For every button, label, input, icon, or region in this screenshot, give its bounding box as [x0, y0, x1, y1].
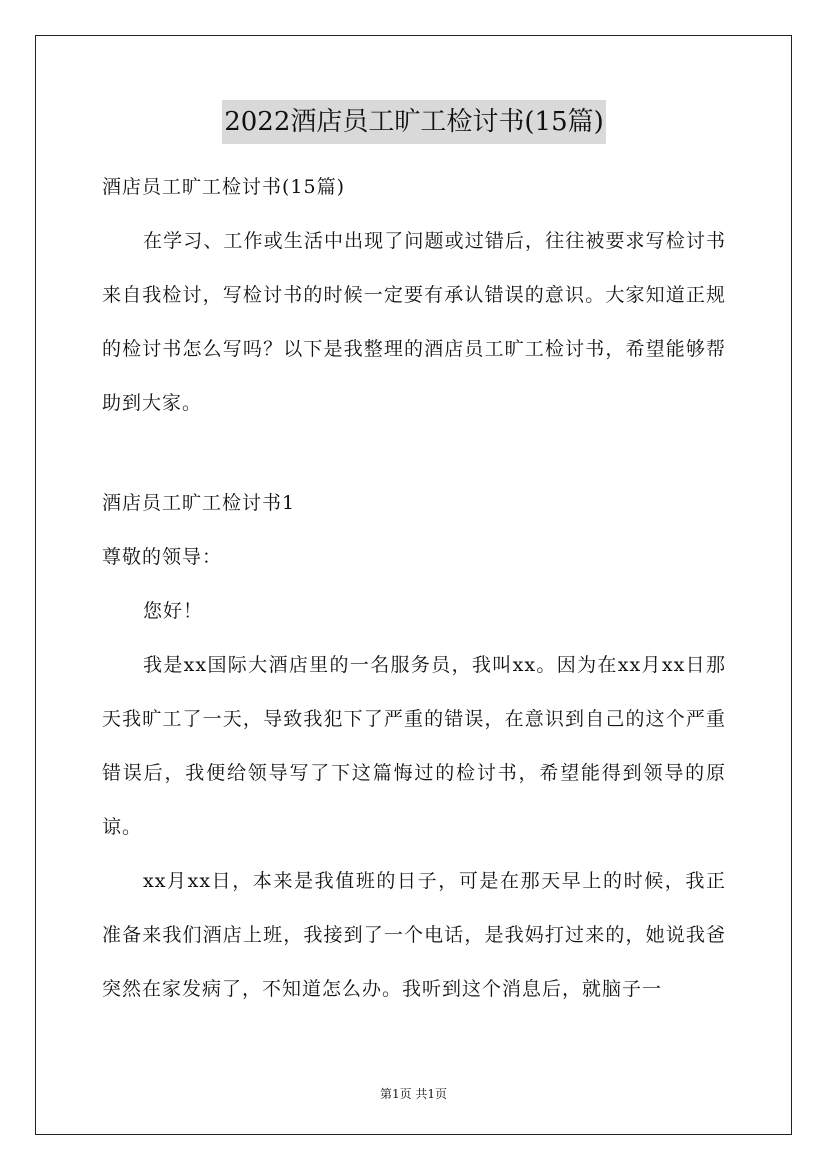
- greeting: 您好！: [143, 600, 204, 622]
- page-footer: 第1页 共1页: [379, 1087, 448, 1101]
- section-heading: 酒店员工旷工检讨书1: [102, 492, 296, 514]
- section-gap: [102, 430, 726, 476]
- salutation: 尊敬的领导：: [102, 546, 223, 568]
- body-paragraph-2: xx月xx日，本来是我值班的日子，可是在那天早上的时候，我正准备来我们酒店上班，我接到了一个电话，是我妈打过来的，她说我爸突然在家发病了，不知道怎么办。我听到这个消息后，就脑子一: [102, 870, 726, 1000]
- document-subtitle: 酒店员工旷工检讨书(15篇): [102, 176, 346, 198]
- title-container: [102, 100, 726, 144]
- document-title: 2022酒店员工旷工检讨书(15篇): [222, 100, 606, 144]
- body-paragraph-1: 我是xx国际大酒店里的一名服务员，我叫xx。因为在xx月xx日那天我旷工了一天，导致我犯下了严重的错误，在意识到自己的这个严重错误后，我便给领导写了下这篇悔过的检讨书，希望能得到领导的原谅。: [102, 654, 726, 838]
- intro-paragraph: 在学习、工作或生活中出现了问题或过错后，往往被要求写检讨书来自我检讨，写检讨书的时候一定要有承认错误的意识。大家知道正规的检讨书怎么写吗？以下是我整理的酒店员工旷工检讨书，希望能够帮助到大家。: [102, 230, 726, 414]
- document-body: [102, 100, 726, 1016]
